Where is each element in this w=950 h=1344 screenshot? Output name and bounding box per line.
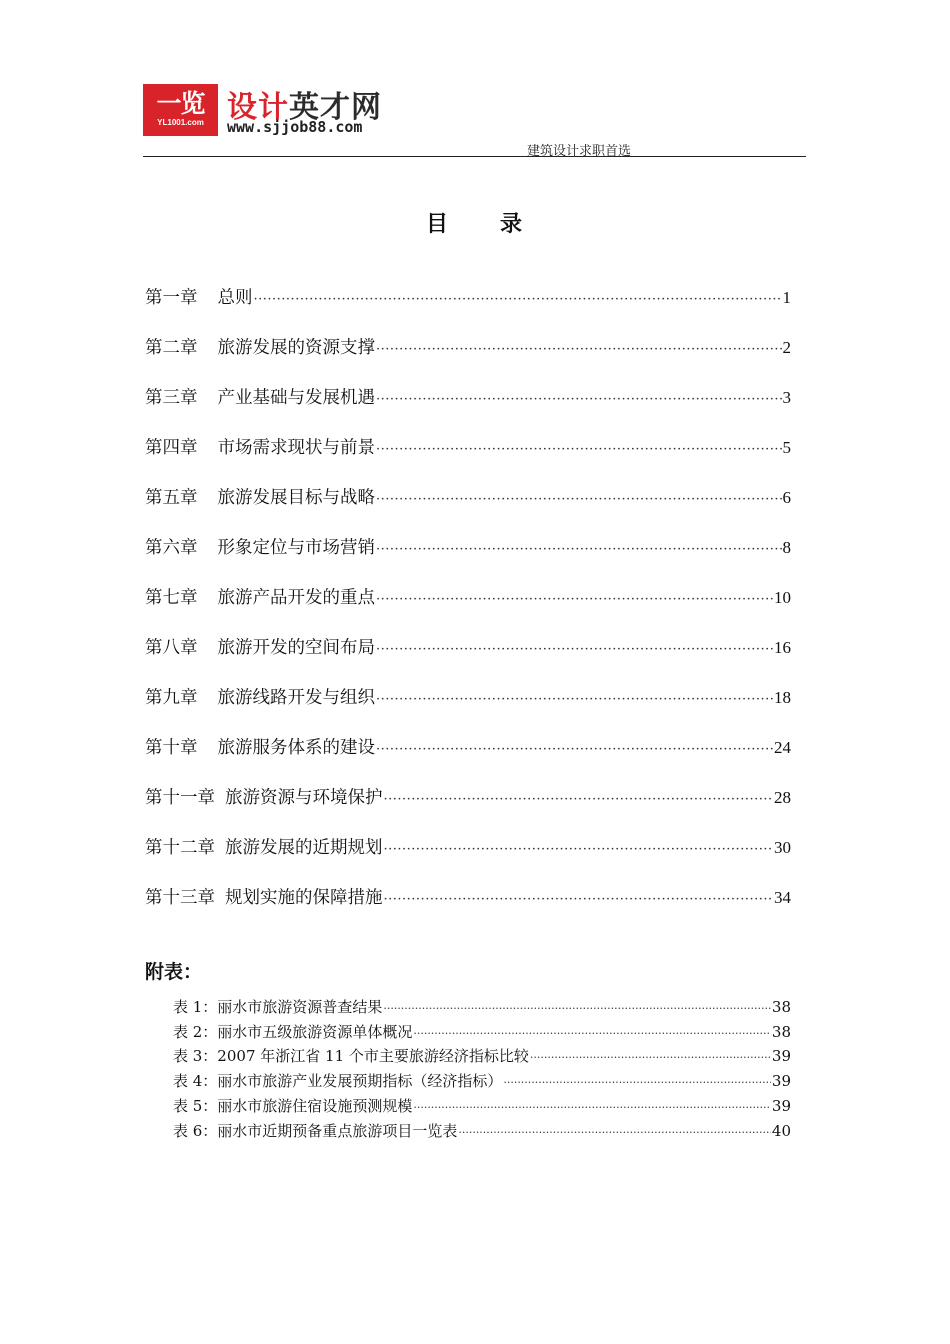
dot-leader: [413, 1101, 771, 1114]
appendix-heading: 附表：: [145, 961, 203, 983]
appendix-entry[interactable]: [173, 1095, 791, 1117]
appendix-page-number: 38: [771, 998, 791, 1016]
toc-page-number: 10: [774, 588, 791, 607]
toc-chapter-title: 旅游发展的资源支撑: [217, 338, 375, 358]
site-logo[interactable]: [143, 84, 218, 136]
toc-page-number: 8: [782, 538, 791, 557]
toc-chapter-title: 市场需求现状与前景: [217, 438, 375, 458]
appendix-entry-title: 表 2：丽水市五级旅游资源单体概况: [173, 1023, 413, 1041]
toc-chapter-title: 旅游发展目标与战略: [217, 488, 375, 508]
dot-leader: [376, 342, 782, 357]
toc-chapter-number: 第五章: [145, 488, 198, 508]
appendix-page-number: 38: [771, 1023, 791, 1041]
toc-page-number: 16: [774, 638, 791, 657]
toc-entry[interactable]: [145, 434, 791, 460]
toc-entry[interactable]: [145, 884, 791, 910]
toc-page-number: 3: [782, 388, 791, 407]
toc-chapter-number: 第二章: [145, 338, 198, 358]
dot-leader: [384, 892, 774, 907]
appendix-entry-title: 表 1：丽水市旅游资源普查结果: [173, 998, 383, 1016]
toc-page-number: 18: [774, 688, 791, 707]
dot-leader: [503, 1076, 771, 1089]
appendix-entry[interactable]: [173, 1070, 791, 1092]
appendix-entry-title: 表 3：2007 年浙江省 11 个市主要旅游经济指标比较: [173, 1047, 529, 1065]
toc-entry[interactable]: [145, 834, 791, 860]
dot-leader: [383, 1002, 771, 1015]
toc-chapter-title: 总则: [217, 288, 253, 308]
toc-chapter-title: 旅游开发的空间布局: [217, 638, 375, 658]
toc-chapter-title: 产业基础与发展机遇: [217, 388, 375, 408]
toc-chapter-title: 旅游发展的近期规划: [225, 838, 383, 858]
dot-leader: [376, 592, 773, 607]
header-slogan: 建筑设计求职首选: [526, 144, 631, 159]
toc-chapter-title: 旅游产品开发的重点: [217, 588, 375, 608]
toc-chapter-number: 第七章: [145, 588, 198, 608]
toc-entry[interactable]: [145, 534, 791, 560]
appendix-entry[interactable]: [173, 1021, 791, 1043]
dot-leader: [376, 392, 782, 407]
appendix-page-number: 39: [771, 1097, 791, 1115]
header-divider: [143, 156, 806, 157]
page-title: [0, 207, 950, 238]
logo-chinese-text: 一览: [156, 89, 205, 118]
toc-page-number: 34: [774, 888, 791, 907]
dot-leader: [376, 692, 773, 707]
appendix-entry-title: 表 5：丽水市旅游住宿设施预测规模: [173, 1097, 413, 1115]
toc-entry[interactable]: [145, 684, 791, 710]
dot-leader: [384, 792, 774, 807]
toc-chapter-number: 第六章: [145, 538, 198, 558]
toc-chapter-title: 旅游服务体系的建设: [217, 738, 375, 758]
brand-name-part2: 英才网: [289, 90, 382, 125]
toc-chapter-title: 旅游资源与环境保护: [225, 788, 383, 808]
appendix-entry[interactable]: [173, 1120, 791, 1142]
toc-chapter-number: 第十二章: [145, 838, 215, 858]
appendix-entry[interactable]: [173, 996, 791, 1018]
dot-leader: [254, 292, 782, 307]
toc-page-number: 5: [782, 438, 791, 457]
page-header: [143, 84, 806, 160]
appendix-page-number: 40: [771, 1122, 791, 1140]
dot-leader: [413, 1027, 771, 1040]
toc-entry[interactable]: [145, 384, 791, 410]
appendix-page-number: 39: [771, 1072, 791, 1090]
toc-chapter-number: 第十三章: [145, 888, 215, 908]
toc-page-number: 24: [774, 738, 791, 757]
appendix-page-number: 39: [771, 1047, 791, 1065]
appendix-entry-title: 表 4：丽水市旅游产业发展预期指标（经济指标）: [173, 1072, 503, 1090]
toc-page-number: 1: [782, 288, 791, 307]
toc-entry[interactable]: [145, 734, 791, 760]
toc-chapter-number: 第十章: [145, 738, 198, 758]
toc-chapter-number: 第一章: [145, 288, 198, 308]
toc-chapter-title: 旅游线路开发与组织: [217, 688, 375, 708]
dot-leader: [376, 492, 782, 507]
toc-page-number: 28: [774, 788, 791, 807]
title-char-1: 目: [425, 212, 450, 237]
toc-chapter-number: 第九章: [145, 688, 198, 708]
dot-leader: [458, 1126, 771, 1139]
site-url: www.sjjob88.com: [227, 118, 363, 136]
toc-chapter-number: 第四章: [145, 438, 198, 458]
dot-leader: [376, 542, 782, 557]
toc-entry[interactable]: [145, 484, 791, 510]
toc-entry[interactable]: [145, 584, 791, 610]
toc-page-number: 30: [774, 838, 791, 857]
dot-leader: [376, 742, 773, 757]
toc-chapter-title: 规划实施的保障措施: [225, 888, 383, 908]
dot-leader: [376, 642, 773, 657]
title-char-2: 录: [500, 212, 525, 237]
toc-entry[interactable]: [145, 784, 791, 810]
toc-page-number: 6: [782, 488, 791, 507]
appendix-entry[interactable]: [173, 1045, 791, 1067]
toc-entry[interactable]: [145, 284, 791, 310]
toc-chapter-number: 第八章: [145, 638, 198, 658]
toc-chapter-number: 第三章: [145, 388, 198, 408]
dot-leader: [384, 842, 774, 857]
dot-leader: [530, 1051, 771, 1064]
toc-chapter-number: 第十一章: [145, 788, 215, 808]
brand-name-part1: 设计: [227, 90, 289, 125]
toc-entry[interactable]: [145, 634, 791, 660]
toc-page-number: 2: [782, 338, 791, 357]
logo-english-text: YL1001.com: [157, 118, 204, 127]
dot-leader: [376, 442, 782, 457]
toc-chapter-title: 形象定位与市场营销: [217, 538, 375, 558]
toc-entry[interactable]: [145, 334, 791, 360]
appendix-entry-title: 表 6：丽水市近期预备重点旅游项目一览表: [173, 1122, 458, 1140]
